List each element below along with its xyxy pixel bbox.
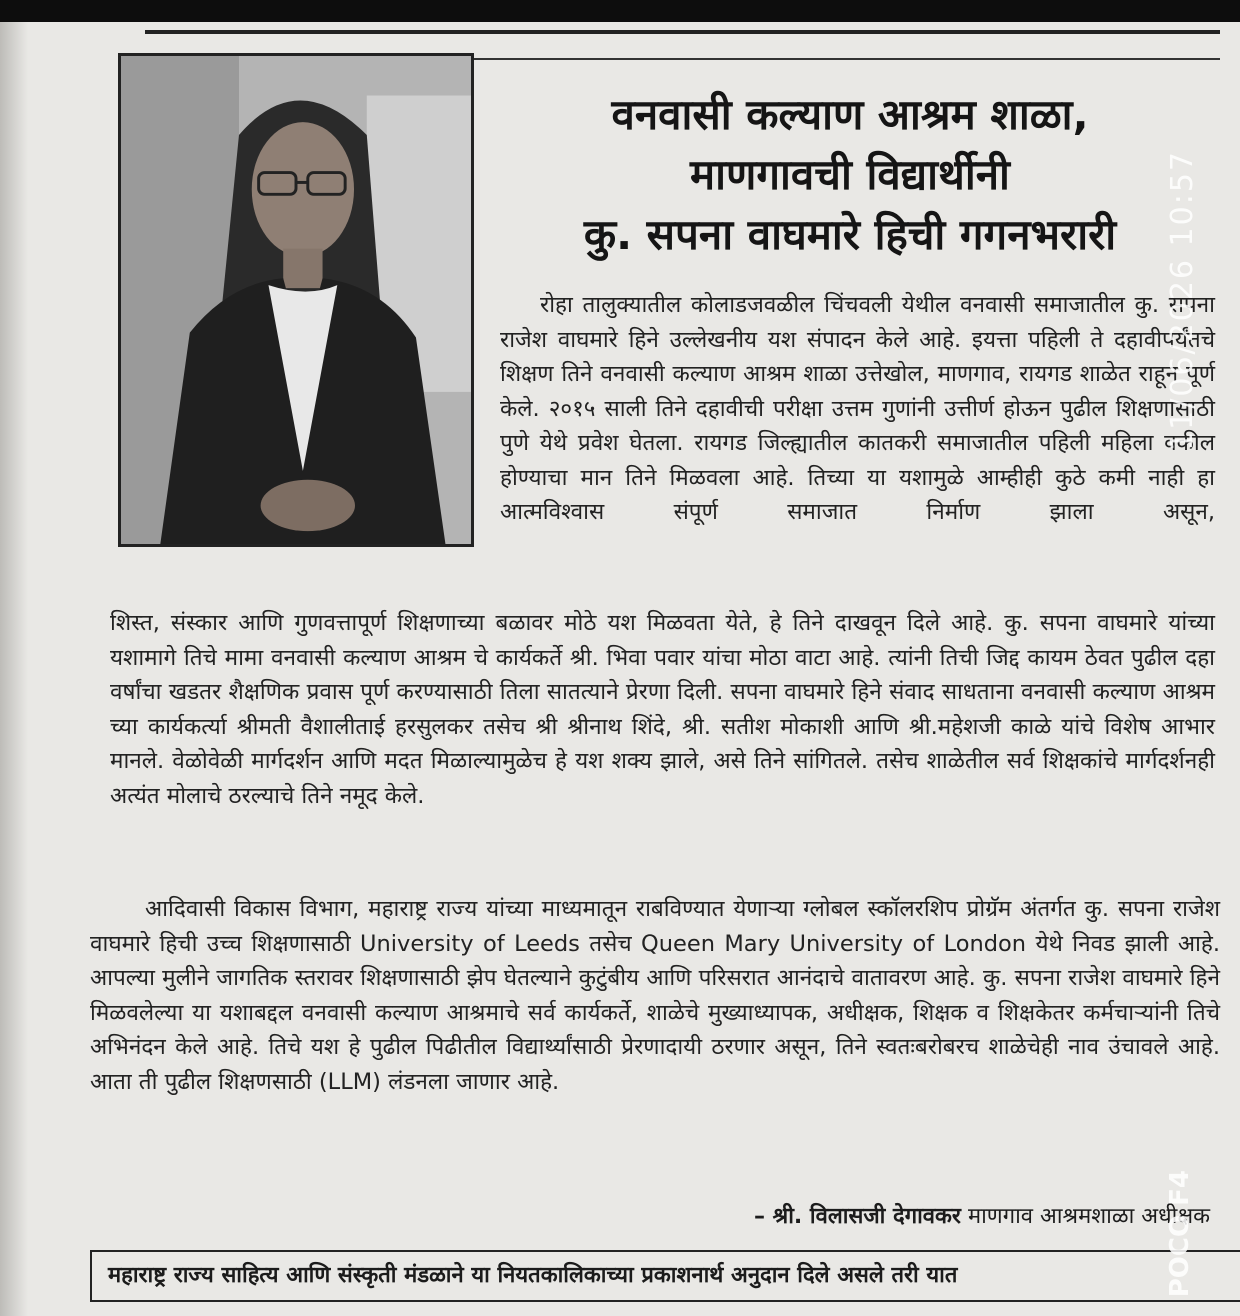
top-rule bbox=[145, 30, 1220, 34]
portrait-illustration bbox=[121, 56, 471, 544]
student-photo bbox=[118, 53, 474, 547]
headline-line-3: कु. सपना वाघमारे हिची गगनभरारी bbox=[583, 210, 1117, 259]
footer-notice: महाराष्ट्र राज्य साहित्य आणि संस्कृती मंडळाने या नियतकालिकाच्या प्रकाशनार्थ अनुदान दिले असले तरी यात bbox=[90, 1250, 1240, 1302]
top-dark-band bbox=[0, 0, 1240, 22]
headline-line-2: माणगावची विद्यार्थीनी bbox=[690, 150, 1010, 199]
camera-timestamp: 11/06/2026 10:57 bbox=[1165, 150, 1200, 451]
article-paragraph-scholarship: आदिवासी विकास विभाग, महाराष्ट्र राज्य यांच्या माध्यमातून राबविण्यात येणाऱ्या ग्लोबल स्कॉलरशिप प्रोग्रॅम अंतर्गत कु. सपना राजेश वाघमारे हिची उच्च शिक्षणासाठी University of Leeds तसेच Queen Mary University of London येथे निवड झाली आहे. आपल्या मुलीने जागतिक स्तरावर शिक्षणासाठी झेप घेतल्याने कुटुंबीय आणि परिसरात आनंदाचे वातावरण आहे. कु. सपना राजेश वाघमारे हिने मिळवलेल्या या यशाबद्दल वनवासी कल्याण आश्रमाचे सर्व कार्यकर्ते, शाळेचे मुख्याध्यापक, अधीक्षक, शिक्षक व शिक्षकेतर कर्मचाऱ्यांनी तिचे अभिनंदन केले आहे. तिचे यश हे पुढील पिढीतील विद्यार्थ्यांसाठी प्रेरणादायी ठरणार असून, तिने स्वतःबरोबरच शाळेचेही नाव उंचावले आहे. आता ती पुढील शिक्षणसाठी (LLM) लंडनला जाणार आहे. bbox=[90, 896, 1220, 1095]
camera-watermark bbox=[1165, 60, 1225, 1298]
signature-role: माणगाव आश्रमशाळा अधीक्षक bbox=[967, 1204, 1210, 1229]
headline-line-1: वनवासी कल्याण आश्रम शाळा, bbox=[611, 90, 1089, 139]
article-paragraph-beside-photo: रोहा तालुक्यातील कोलाडजवळील चिंचवली येथील वनवासी समाजातील कु. सपना राजेश वाघमारे हिने उल्लेखनीय यश संपादन केले आहे. इयत्ता पहिली ते दहावीपर्यंतचे शिक्षण तिने वनवासी कल्याण आश्रम शाळा उत्तेखोल, माणगाव, रायगड शाळेत राहून पूर्ण केले. २०१५ साली तिने दहावीची परीक्षा उत्तम गुणांनी उत्तीर्ण होऊन पुढील शिक्षणासाठी पुणे येथे प्रवेश घेतला. रायगड जिल्ह्यातील कातकरी समाजातील पहिली महिला वकील होण्याचा मान तिने मिळवला आहे. तिच्या या यशामुळे आम्हीही कुठे कमी नाही हा आत्मविश्वास संपूर्ण समाजात निर्माण झाला असून, bbox=[500, 292, 1215, 525]
page-edge-shadow bbox=[0, 22, 28, 1316]
camera-brand: POCO F4 bbox=[1165, 1170, 1195, 1298]
signature-name: – श्री. विलासजी देगावकर bbox=[753, 1204, 961, 1229]
article-paragraph-full-width: शिस्त, संस्कार आणि गुणवत्तापूर्ण शिक्षणाच्या बळावर मोठे यश मिळवता येते, हे तिने दाखवून दिले आहे. कु. सपना वाघमारे यांच्या यशामागे तिचे मामा वनवासी कल्याण आश्रम चे कार्यकर्ते श्री. भिवा पवार यांचा मोठा वाटा आहे. त्यांनी तिची जिद्द कायम ठेवत पुढील दहा वर्षांचा खडतर शैक्षणिक प्रवास पूर्ण करण्यासाठी तिला सातत्याने प्रेरणा दिली. सपना वाघमारे हिने संवाद साधताना वनवासी कल्याण आश्रम च्या कार्यकर्त्या श्रीमती वैशालीताई हरसुलकर तसेच श्री श्रीनाथ शिंदे, श्री. सतीश मोकाशी आणि श्री.महेशजी काळे यांचे विशेष आभार मानले. वेळोवेळी मार्गदर्शन आणि मदत मिळाल्यामुळेच हे यश शक्य झाले, असे तिने सांगितले. तसेच शाळेतील सर्व शिक्षकांचे मार्गदर्शनही अत्यंत मोलाचे ठरल्याचे तिने नमूद केले. bbox=[110, 610, 1215, 809]
article-headline bbox=[500, 85, 1200, 265]
article-signature bbox=[754, 1200, 1210, 1230]
